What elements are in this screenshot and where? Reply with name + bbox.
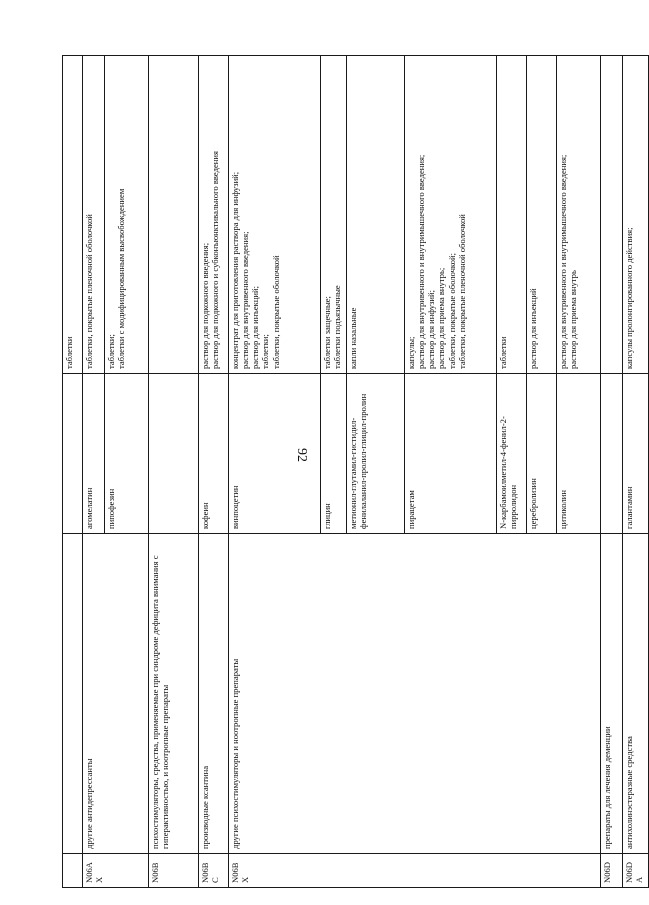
form-cell: капли назальные (347, 56, 405, 374)
group-cell: другие антидепрессанты (83, 534, 149, 854)
form-cell: таблетки; таблетки с модифицированным высвобождением (105, 56, 149, 374)
drug-cell: церебролизин (527, 374, 557, 534)
table-row (623, 56, 649, 888)
form-cell (149, 56, 199, 374)
drug-cell: цитиколин (557, 374, 601, 534)
form-cell: концентрат для приготовления раствора для инфузий; раствор для внутривенного введения; раствор для инъекций; таблетки; таблетки, покрытые оболочкой (229, 56, 321, 374)
drug-cell (149, 374, 199, 534)
table-row (199, 56, 229, 888)
atc-code-cell: N06D (601, 854, 623, 888)
drug-cell: агомелатин (83, 374, 105, 534)
rotated-table-wrapper (62, 56, 645, 888)
drug-cell: метионил-глутамил-гистидил-фенилаланил-пролил-глицил-пролин (347, 374, 405, 534)
group-cell: психостимуляторы, средства, применяемые при синдроме дефицита внимания с гиперактивностью, и ноотропные препараты (149, 534, 199, 854)
form-cell: капсулы пролонгированного действия; (623, 56, 649, 374)
group-cell: производные ксантина (199, 534, 229, 854)
group-cell: другие психостимуляторы и ноотропные препараты (229, 534, 601, 854)
form-cell: раствор для инъекций (527, 56, 557, 374)
form-cell: таблетки защечные; таблетки подъязычные (321, 56, 347, 374)
atc-code-cell: N06DA (623, 854, 649, 888)
atc-code-cell (63, 854, 83, 888)
atc-code-cell: N06AX (83, 854, 149, 888)
drug-cell: галантамин (623, 374, 649, 534)
table-row (149, 56, 199, 888)
form-cell: таблетки, покрытые пленочной оболочкой (83, 56, 105, 374)
drug-cell: пипофезин (105, 374, 149, 534)
group-cell (63, 534, 83, 854)
atc-code-cell: N06BC (199, 854, 229, 888)
drug-cell: пирацетам (405, 374, 497, 534)
drug-cell: глицин (321, 374, 347, 534)
table-row (63, 56, 83, 888)
form-cell (601, 56, 623, 374)
table-row (601, 56, 623, 888)
table-row (83, 56, 105, 888)
form-cell: таблетки (63, 56, 83, 374)
atc-code-cell: N06B (149, 854, 199, 888)
form-cell: таблетки (497, 56, 527, 374)
drug-table (62, 55, 649, 888)
drug-cell: винпоцетин (229, 374, 321, 534)
drug-cell (601, 374, 623, 534)
group-cell: антихолинэстеразные средства (623, 534, 649, 854)
atc-code-cell: N06BX (229, 854, 601, 888)
table-row (229, 56, 321, 888)
form-cell: капсулы; раствор для внутривенного и внутримышечного введения; раствор для инфузий; раствор для приема внутрь; таблетки, покрытые оболочкой; таблетки, покрытые пленочной оболочкой (405, 56, 497, 374)
form-cell: раствор для внутривенного и внутримышечного введения; раствор для приема внутрь (557, 56, 601, 374)
group-cell: препараты для лечения деменции (601, 534, 623, 854)
drug-cell: кофеин (199, 374, 229, 534)
drug-cell (63, 374, 83, 534)
form-cell: раствор для подкожного введения; раствор для подкожного и субконъюнктивального введения (199, 56, 229, 374)
drug-cell: N-карбамоилметил-4-фенил-2-пирролидон (497, 374, 527, 534)
page-number: 92 (294, 448, 309, 462)
